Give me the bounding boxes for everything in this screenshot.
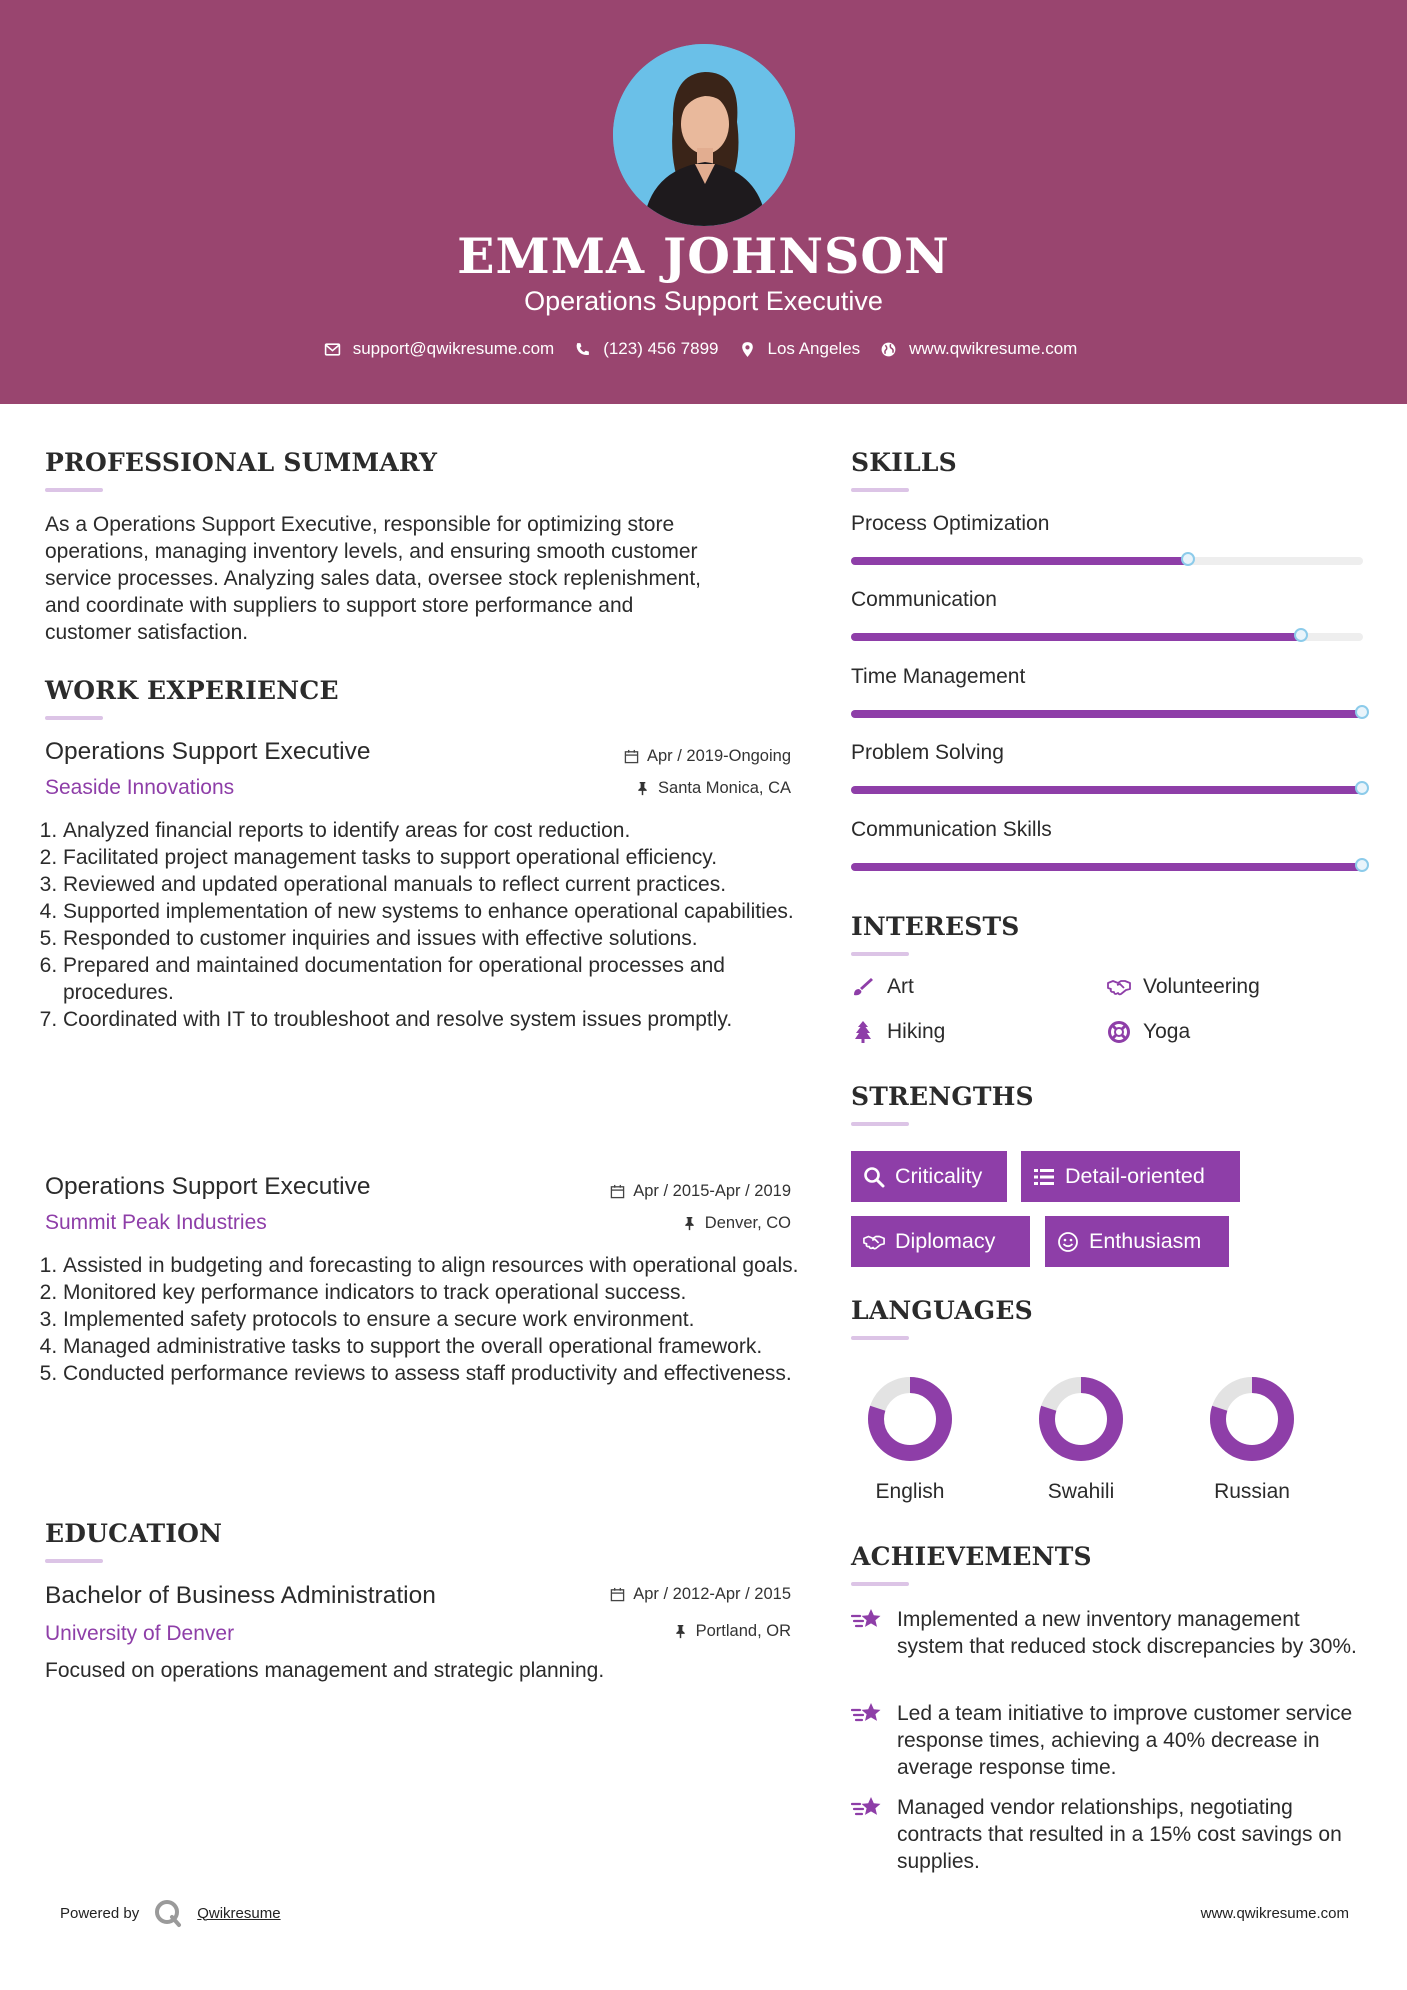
- interests-heading: INTERESTS: [851, 912, 1020, 941]
- list-icon: [1033, 1166, 1055, 1188]
- strength-chip: [851, 1151, 1007, 1202]
- smile-icon: [1057, 1231, 1079, 1253]
- strengths-heading-underline: [851, 1122, 909, 1126]
- calendar-icon: [624, 749, 639, 764]
- job-dates: [610, 1182, 791, 1201]
- location-text: Denver, CO: [704, 1214, 791, 1232]
- education-heading: EDUCATION: [45, 1519, 223, 1548]
- shooting-star-icon: [851, 1794, 883, 1822]
- pushpin-icon: [682, 1216, 697, 1231]
- strength-label: Enthusiasm: [1089, 1229, 1202, 1253]
- language-label: Russian: [1214, 1480, 1290, 1503]
- duties-list: [45, 1252, 808, 1387]
- summary-line: customer satisfaction.: [45, 621, 249, 644]
- calendar-icon: [610, 1587, 625, 1602]
- skill-bar: [851, 786, 1363, 794]
- tree-icon: [851, 1020, 875, 1044]
- location-text: Los Angeles: [767, 339, 861, 358]
- location-text: Santa Monica, CA: [658, 779, 791, 797]
- language-item: [1021, 1376, 1141, 1504]
- language-item: [850, 1376, 970, 1504]
- work-heading-underline: [45, 716, 103, 720]
- languages-heading-underline: [851, 1336, 909, 1340]
- language-label: Swahili: [1047, 1480, 1115, 1503]
- duty-item: 2. Monitored key performance indicators to track operational success.: [63, 1279, 808, 1306]
- language-item: [1192, 1376, 1312, 1504]
- school-name: University of Denver: [45, 1622, 235, 1645]
- contact-email[interactable]: [324, 339, 555, 359]
- skill-label: Communication: [851, 588, 997, 611]
- interest-item: [851, 975, 914, 999]
- strength-label: Diplomacy: [895, 1229, 996, 1253]
- profile-photo: [613, 44, 795, 226]
- skill-bar-knob: [1355, 858, 1369, 872]
- job-location: [635, 779, 791, 798]
- dates-text: Apr / 2015-Apr / 2019: [633, 1182, 791, 1200]
- shooting-star-icon: [851, 1700, 883, 1728]
- strength-chip: [1045, 1216, 1229, 1267]
- summary-heading: PROFESSIONAL SUMMARY: [45, 448, 438, 477]
- interest-label: Yoga: [1143, 1020, 1191, 1043]
- company-name: Summit Peak Industries: [45, 1211, 267, 1234]
- skill-bar-knob: [1355, 781, 1369, 795]
- achievement-text: Managed vendor relationships, negotiating contracts that resulted in a 15% cost savings on supplies.: [897, 1796, 1342, 1873]
- summary-heading-underline: [45, 488, 103, 492]
- phone-icon: [574, 341, 591, 358]
- duty-item: 4. Managed administrative tasks to support the overall operational framework.: [63, 1333, 808, 1360]
- achievements-heading: ACHIEVEMENTS: [851, 1542, 1092, 1571]
- interest-item: [1107, 1020, 1190, 1044]
- achievement-text: Led a team initiative to improve customer service response times, achieving a 40% decrease in average response time.: [897, 1702, 1353, 1779]
- footer-powered-by: [60, 1898, 281, 1928]
- contact-phone[interactable]: [574, 339, 718, 359]
- candidate-name: EMMA JOHNSON: [457, 227, 950, 285]
- skill-bar: [851, 710, 1363, 718]
- skill-bar-fill: [851, 557, 1189, 565]
- summary-line: operations, managing inventory levels, and ensuring smooth customer: [45, 540, 698, 563]
- strength-chip: [851, 1216, 1030, 1267]
- duty-item: 7. Coordinated with IT to troubleshoot and resolve system issues promptly.: [63, 1006, 808, 1033]
- strength-chip: [1021, 1151, 1240, 1202]
- summary-line: service processes. Analyzing sales data, oversee stock replenishment,: [45, 567, 701, 590]
- candidate-title: Operations Support Executive: [524, 286, 883, 316]
- paintbrush-icon: [851, 975, 875, 999]
- pushpin-icon: [635, 781, 650, 796]
- globe-icon: [880, 341, 897, 358]
- duty-item: 5. Conducted performance reviews to assess staff productivity and effectiveness.: [63, 1360, 808, 1387]
- education-heading-underline: [45, 1559, 103, 1563]
- location-text: Portland, OR: [695, 1622, 791, 1640]
- language-donut: [1038, 1376, 1124, 1462]
- envelope-icon: [324, 341, 341, 358]
- skill-bar: [851, 863, 1363, 871]
- job-location: [682, 1214, 791, 1233]
- skill-label: Communication Skills: [851, 818, 1052, 841]
- achievement-item: [851, 1606, 1371, 1660]
- job-dates: [624, 747, 791, 766]
- map-pin-icon: [739, 341, 756, 358]
- skills-heading: SKILLS: [851, 448, 957, 477]
- qwikresume-link[interactable]: Qwikresume: [197, 1904, 281, 1922]
- strength-label: Detail-oriented: [1065, 1164, 1205, 1188]
- achievement-item: [851, 1700, 1371, 1781]
- pushpin-icon: [673, 1624, 688, 1639]
- skill-bar-knob: [1355, 705, 1369, 719]
- skill-bar-knob: [1181, 552, 1195, 566]
- duty-item: 3. Reviewed and updated operational manuals to reflect current practices.: [63, 871, 808, 898]
- handshake-icon: [1107, 975, 1131, 999]
- language-label: English: [875, 1480, 945, 1503]
- search-icon: [863, 1166, 885, 1188]
- contact-bar: [0, 334, 1407, 364]
- duty-item: 3. Implemented safety protocols to ensure a secure work environment.: [63, 1306, 808, 1333]
- achievement-item: [851, 1794, 1371, 1875]
- lifering-icon: [1107, 1020, 1131, 1044]
- interest-label: Art: [887, 975, 914, 998]
- skill-bar-fill: [851, 710, 1363, 718]
- interests-heading-underline: [851, 952, 909, 956]
- skill-bar: [851, 557, 1363, 565]
- skill-label: Time Management: [851, 665, 1026, 688]
- interest-label: Volunteering: [1143, 975, 1260, 998]
- handshake-icon: [863, 1231, 885, 1253]
- job-title: Operations Support Executive: [45, 1173, 371, 1200]
- achievement-text: Implemented a new inventory management system that reduced stock discrepancies by 30%.: [897, 1608, 1357, 1658]
- skill-bar: [851, 633, 1363, 641]
- powered-by-text: Powered by: [60, 1904, 140, 1922]
- duty-item: 1. Analyzed financial reports to identify areas for cost reduction.: [63, 817, 808, 844]
- skill-label: Problem Solving: [851, 741, 1004, 764]
- calendar-icon: [610, 1184, 625, 1199]
- language-donut: [1209, 1376, 1295, 1462]
- summary-text: [45, 511, 805, 646]
- education-description: Focused on operations management and strategic planning.: [45, 1659, 605, 1682]
- duty-item: 2. Facilitated project management tasks to support operational efficiency.: [63, 844, 808, 871]
- shooting-star-icon: [851, 1606, 883, 1634]
- company-name: Seaside Innovations: [45, 776, 235, 799]
- footer-website[interactable]: www.qwikresume.com: [1200, 1905, 1349, 1922]
- language-donut: [867, 1376, 953, 1462]
- skill-bar-knob: [1294, 628, 1308, 642]
- duty-item: 1. Assisted in budgeting and forecasting to align resources with operational goals.: [63, 1252, 808, 1279]
- duties-list: [45, 817, 808, 1033]
- website-text: www.qwikresume.com: [909, 339, 1078, 358]
- skills-heading-underline: [851, 488, 909, 492]
- degree-title: Bachelor of Business Administration: [45, 1582, 436, 1609]
- contact-website[interactable]: [880, 339, 1077, 359]
- email-text: support@qwikresume.com: [352, 339, 555, 358]
- qwikresume-logo-icon: [153, 1898, 183, 1928]
- summary-line: As a Operations Support Executive, responsible for optimizing store: [45, 513, 675, 536]
- interest-item: [1107, 975, 1260, 999]
- skill-label: Process Optimization: [851, 512, 1050, 535]
- languages-heading: LANGUAGES: [851, 1296, 1033, 1325]
- summary-line: and coordinate with suppliers to support store performance and: [45, 594, 634, 617]
- skill-bar-fill: [851, 786, 1363, 794]
- interest-label: Hiking: [887, 1020, 946, 1043]
- skill-bar-fill: [851, 633, 1302, 641]
- strengths-heading: STRENGTHS: [851, 1082, 1034, 1111]
- work-heading: WORK EXPERIENCE: [45, 676, 339, 705]
- skill-bar-fill: [851, 863, 1363, 871]
- duty-item: 5. Responded to customer inquiries and issues with effective solutions.: [63, 925, 808, 952]
- resume-header: [0, 0, 1407, 404]
- achievements-heading-underline: [851, 1582, 909, 1586]
- dates-text: Apr / 2012-Apr / 2015: [633, 1585, 791, 1603]
- interest-item: [851, 1020, 945, 1044]
- strength-label: Criticality: [895, 1164, 983, 1188]
- dates-text: Apr / 2019-Ongoing: [646, 747, 791, 765]
- phone-text: (123) 456 7899: [603, 339, 719, 358]
- duty-item: 4. Supported implementation of new systems to enhance operational capabilities.: [63, 898, 808, 925]
- job-title: Operations Support Executive: [45, 738, 371, 765]
- education-location: [673, 1622, 791, 1641]
- contact-location: [739, 339, 861, 359]
- duty-item: 6. Prepared and maintained documentation for operational processes and procedures.: [63, 952, 808, 1006]
- education-dates: [610, 1585, 791, 1604]
